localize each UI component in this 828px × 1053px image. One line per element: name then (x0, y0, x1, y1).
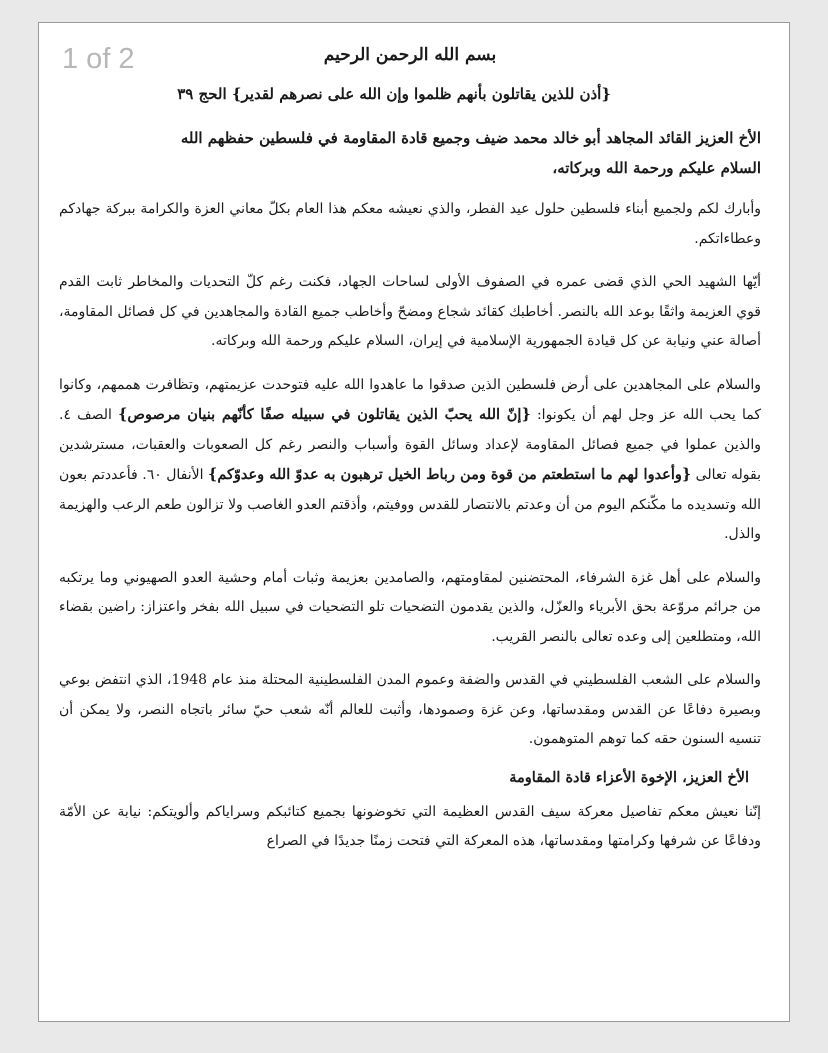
section-heading: الأخ العزيز، الإخوة الأعزاء قادة المقاومة (509, 768, 749, 786)
letter-body (59, 45, 761, 871)
paragraph-1: وأبارك لكم ولجميع أبناء فلسطين حلول عيد الفطر، والذي نعيشه معكم هذا العام بكلّ معاني العزة والكرامة ببركة جهادكم وعطاءاتكم. (59, 201, 761, 247)
paragraph-3-text-b: الصف ٤. والذين عملوا في جميع فصائل المقاومة لإعداد وسائل القوة وأسباب والنصر رغم كل الصعوبات والعقبات، مسترشدين بقوله تعالى (59, 407, 762, 483)
document-page (38, 22, 790, 1022)
paragraph-3-verse-2: {وأعدوا لهم ما استطعتم من قوة ومن رباط الخيل ترهبون به عدوّ الله وعدوّكم} (208, 466, 692, 483)
basmala-heading: بسم الله الرحمن الرحيم (323, 45, 497, 65)
paragraph-3 (59, 371, 761, 550)
paragraph-4: والسلام على أهل غزة الشرفاء، المحتضنين لمقاومتهم، والصامدين بعزيمة وثبات أمام وحشية العدو الصهيوني وما يرتكبه من جرائم مروّعة بحق الأبرياء والعزّل، والذين يقدمون التضحيات تلو التضحيات في سبيل الله بفخر واعتزاز: راضين بقضاء الله، ومتطلعين إلى وعده تعالى بالنصر القريب. (59, 569, 761, 645)
paragraph-2: أيّها الشهيد الحي الذي قضى عمره في الصفوف الأولى لساحات الجهاد، فكنت رغم كلّ التحديات والمخاطر ثابت القدم قوي العزيمة واثقًا بوعد الله بالنصر. أخاطبك كقائد شجاع ومضحّ وأخاطب جميع القادة والمجاهدين في كل فصائل المقاومة، أصالة عني ونيابة عن كل قيادة الجمهورية الإسلامية في إيران، السلام عليكم ورحمة الله وبركاته. (59, 274, 761, 349)
paragraph-3-text-c: الأنفال ٦٠. فأعددتم بعون الله وتسديده ما مكّنكم اليوم من أن وعدتم بالانتصار للقدس ووفيتم، وأذقتم العدو الغاصب ولا تزالون طعم الرعب والهزيمة والذل. (59, 467, 761, 542)
letter-address (59, 123, 761, 183)
address-line-2: السلام عليكم ورحمة الله وبركاته، (552, 159, 761, 177)
address-line-1: الأخ العزيز القائد المجاهد أبو خالد محمد ضيف وجميع قادة المقاومة في فلسطين حفظهم الله (180, 129, 761, 147)
page-counter: 1 of 2 (62, 43, 135, 75)
quranic-verse: {أذن للذين يقاتلون بأنهم ظلموا وإن الله على نصرهم لقدير} الحج ٣٩ (177, 85, 611, 103)
paragraph-3-text-a: والسلام على المجاهدين على أرض فلسطين الذين صدقوا ما عاهدوا الله عليه فتوحدت عزيمتهم، وتظافرت هممهم، وكانوا كما يحب الله عز وجل لهم أن يكونوا: (59, 376, 761, 423)
paragraph-3-verse-1: {إنّ الله يحبّ الذين يقاتلون في سبيله صفًا كأنّهم بنيان مرصوص} (118, 406, 531, 423)
paragraph-5: والسلام على الشعب الفلسطيني في القدس والضفة وعموم المدن الفلسطينية المحتلة منذ عام 1948، الذي انتفض بوعي وبصيرة دفاعًا عن القدس ومقدساتها، وعن غزة وصمودها، وأثبت للعالم أنّه شعب حيّ سائر باتجاه النصر، ولا يمكن أن تنسيه السنون حقه كما توهم المتوهمون. (59, 672, 761, 747)
paragraph-6: إنّنا نعيش معكم تفاصيل معركة سيف القدس العظيمة التي تخوضونها بجميع كتائبكم وسراياكم وألويتكم: نيابة عن الأمّة ودفاعًا عن شرفها وكرامتها ومقدساتها، هذه المعركة التي فتحت زمنًا جديدًا في الصراع (59, 803, 761, 849)
